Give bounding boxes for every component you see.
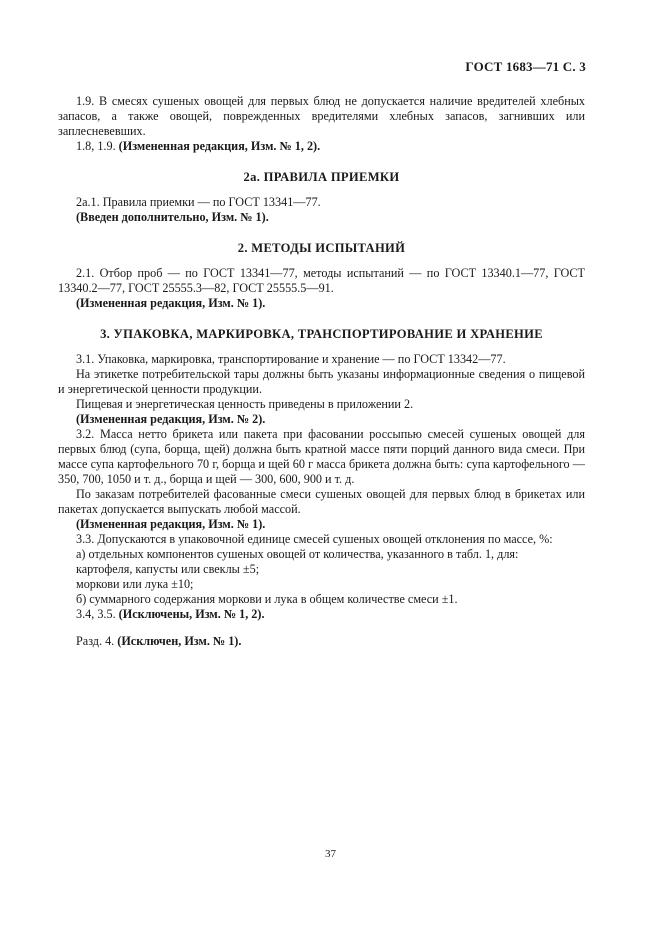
page-header: ГОСТ 1683—71 С. 3: [465, 59, 586, 74]
section-heading-3: 3. УПАКОВКА, МАРКИРОВКА, ТРАНСПОРТИРОВАНИЕ И ХРАНЕНИЕ: [100, 327, 543, 341]
clause-3-2-orders: По заказам потребителей фасованные смеси сушеных овощей для первых блюд в брикетах или пакетах допускается выпускать любой массой.: [58, 487, 585, 516]
clause-2-1-amendment: (Измененная редакция, Изм. № 1).: [76, 296, 266, 310]
document-body: [58, 94, 585, 649]
clause-2a-1: 2а.1. Правила приемки — по ГОСТ 13341—77.: [76, 195, 321, 209]
clause-2a-1-amendment: (Введен дополнительно, Изм. № 1).: [76, 210, 269, 224]
clause-3-1-label-info: На этикетке потребительской тары должны быть указаны информационные сведения о пищевой и энергетической ценности продукции.: [58, 367, 585, 396]
clause-3-3: 3.3. Допускаются в упаковочной единице смесей сушеных овощей отклонения по массе, %:: [76, 532, 553, 546]
clause-3-3-b: б) суммарного содержания моркови и лука в общем количестве смеси ±1.: [76, 592, 458, 606]
clause-1-9: 1.9. В смесях сушеных овощей для первых блюд не допускается наличие вредителей хлебных запасов, а также овощей, поврежденных вредителями хлебных запасов, загнивших или заплесневевших.: [58, 94, 585, 138]
clause-3-2-amendment: (Измененная редакция, Изм. № 1).: [76, 517, 266, 531]
clause-3-1-nutrition: Пищевая и энергетическая ценность приведены в приложении 2.: [76, 397, 414, 411]
page-number: 37: [325, 848, 336, 860]
clause-3-4-3-5: [58, 607, 585, 622]
section-heading-2a: 2а. ПРАВИЛА ПРИЕМКИ: [243, 170, 400, 184]
amendment-note: (Измененная редакция, Изм. № 1, 2).: [118, 139, 321, 153]
section-4-note: (Исключен, Изм. № 1).: [117, 634, 242, 648]
section-4-excluded: [58, 634, 585, 649]
clause-1-9-amendment: [58, 139, 585, 154]
excluded-note: (Исключены, Изм. № 1, 2).: [118, 607, 265, 621]
section-4-ref: Разд. 4.: [76, 634, 115, 648]
excluded-ref: 3.4, 3.5.: [76, 607, 116, 621]
clause-3-2: 3.2. Масса нетто брикета или пакета при фасовании россыпью смесей сушеных овощей для первых блюд (супа, борща, щей) должна быть кратной массе пяти порций данного вида смеси. При массе супа картофельного 70 г, борща и щей 60 г масса брикета должна быть: супа картофельного — 350, 700, 1050 и т. д., борща и щей — 300, 600, 900 и т. д.: [58, 427, 585, 486]
amendment-ref: 1.8, 1.9.: [76, 139, 116, 153]
clause-3-3-a-potato: картофеля, капусты или свеклы ±5;: [76, 562, 260, 576]
clause-2-1: 2.1. Отбор проб — по ГОСТ 13341—77, методы испытаний — по ГОСТ 13340.1—77, ГОСТ 13340.2—77, ГОСТ 25555.3—82, ГОСТ 25555.5—91.: [58, 266, 585, 295]
clause-3-3-a-carrot: моркови или лука ±10;: [76, 577, 194, 591]
clause-3-1-amendment: (Измененная редакция, Изм. № 2).: [76, 412, 266, 426]
section-heading-2: 2. МЕТОДЫ ИСПЫТАНИЙ: [237, 241, 406, 255]
clause-3-3-a: а) отдельных компонентов сушеных овощей от количества, указанного в табл. 1, для:: [76, 547, 519, 561]
clause-3-1: 3.1. Упаковка, маркировка, транспортирование и хранение — по ГОСТ 13342—77.: [76, 352, 506, 366]
